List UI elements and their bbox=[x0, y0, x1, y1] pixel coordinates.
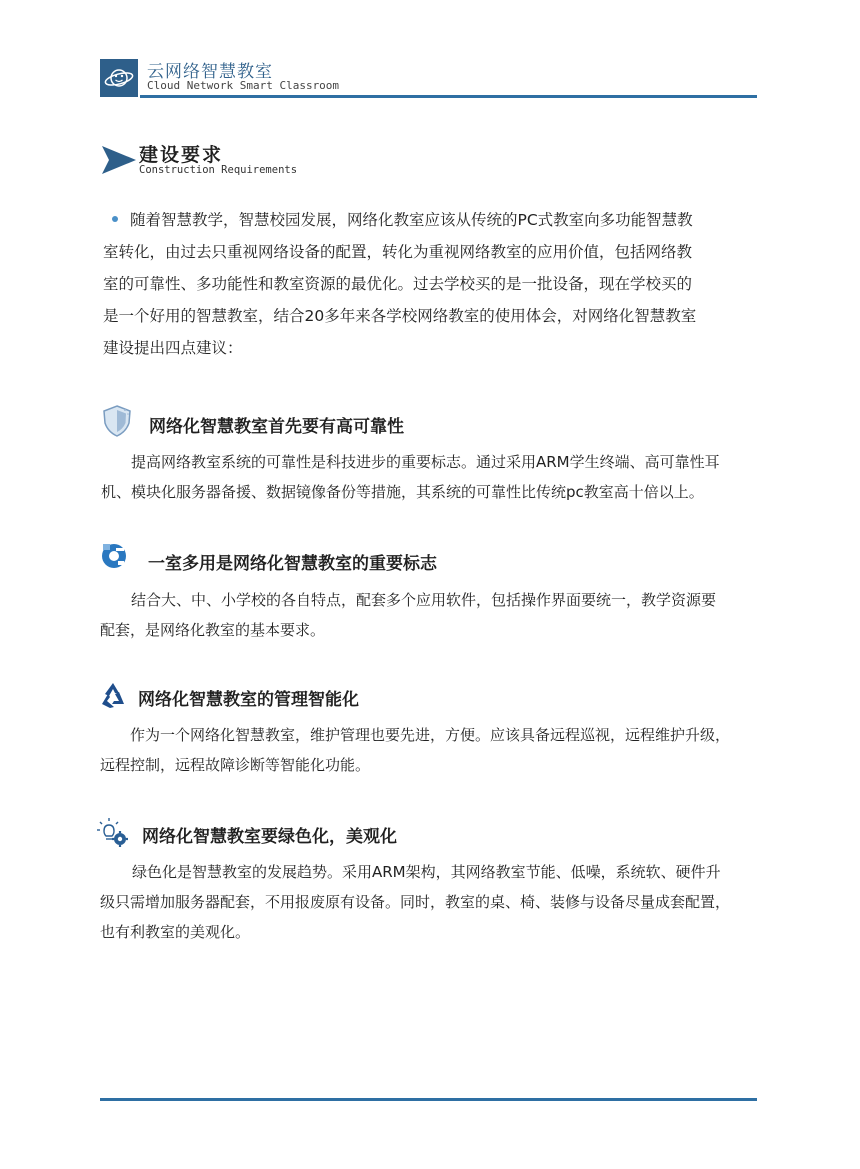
feature-body: 提高网络教室系统的可靠性是科技进步的重要标志。通过采用ARM学生终端、高可靠性耳 机、模块化服务器备援、数据镜像备份等措施，其系统的可靠性比传统pc教室高十倍以上。 bbox=[101, 453, 720, 501]
brand-name-cn: 云网络智慧教室 bbox=[147, 62, 273, 82]
feature-green-design bbox=[96, 817, 766, 967]
recycle-icon bbox=[97, 680, 129, 712]
multi-use-icon bbox=[99, 541, 131, 573]
section-subtitle: Construction Requirements bbox=[139, 164, 298, 176]
page-header bbox=[100, 57, 757, 101]
feature-smart-management bbox=[96, 680, 766, 790]
section-title: 建设要求 bbox=[139, 144, 224, 166]
arrow-right-icon bbox=[102, 146, 136, 178]
footer-divider bbox=[100, 1098, 757, 1101]
intro-paragraph bbox=[103, 204, 763, 364]
feature-body: 作为一个网络化智慧教室，维护管理也要先进，方便。应该具备远程巡视，远程维护升级， 远程控制，远程故障诊断等智能化功能。 bbox=[100, 726, 731, 774]
feature-title: 网络化智慧教室要绿色化，美观化 bbox=[142, 827, 397, 847]
feature-title: 网络化智慧教室首先要有高可靠性 bbox=[149, 417, 404, 437]
gear-bulb-icon bbox=[96, 817, 128, 849]
intro-line: 建设提出四点建议： bbox=[103, 339, 243, 357]
feature-title: 网络化智慧教室的管理智能化 bbox=[138, 690, 359, 710]
feature-reliability bbox=[96, 404, 766, 524]
intro-line: 随着智慧教学，智慧校园发展，网络化教室应该从传统的PC式教室向多功能智慧教 bbox=[103, 204, 763, 236]
feature-title: 一室多用是网络化智慧教室的重要标志 bbox=[148, 554, 437, 574]
intro-line: 室转化，由过去只重视网络设备的配置，转化为重视网络教室的应用价值，包括网络教 bbox=[103, 243, 693, 261]
feature-body: 结合大、中、小学校的各自特点，配套多个应用软件，包括操作界面要统一，教学资源要 配套，是网络化教室的基本要求。 bbox=[100, 591, 717, 639]
shield-icon bbox=[101, 404, 133, 436]
intro-line: 是一个好用的智慧教室，结合20多年来各学校网络教室的使用体会，对网络化智慧教室 bbox=[103, 307, 697, 325]
planet-logo-icon bbox=[100, 59, 138, 97]
feature-multi-use bbox=[96, 541, 766, 651]
header-divider bbox=[140, 95, 757, 98]
brand-name-en: Cloud Network Smart Classroom bbox=[147, 79, 340, 92]
bullet-icon bbox=[112, 216, 118, 222]
intro-line: 室的可靠性、多功能性和教室资源的最优化。过去学校买的是一批设备，现在学校买的 bbox=[103, 275, 693, 293]
feature-body: 绿色化是智慧教室的发展趋势。采用ARM架构，其网络教室节能、低噪，系统软、硬件升 级只需增加服务器配套，不用报废原有设备。同时，教室的桌、椅、装修与设备尽量成套配置， 也有利教室的美观化。 bbox=[100, 863, 731, 941]
